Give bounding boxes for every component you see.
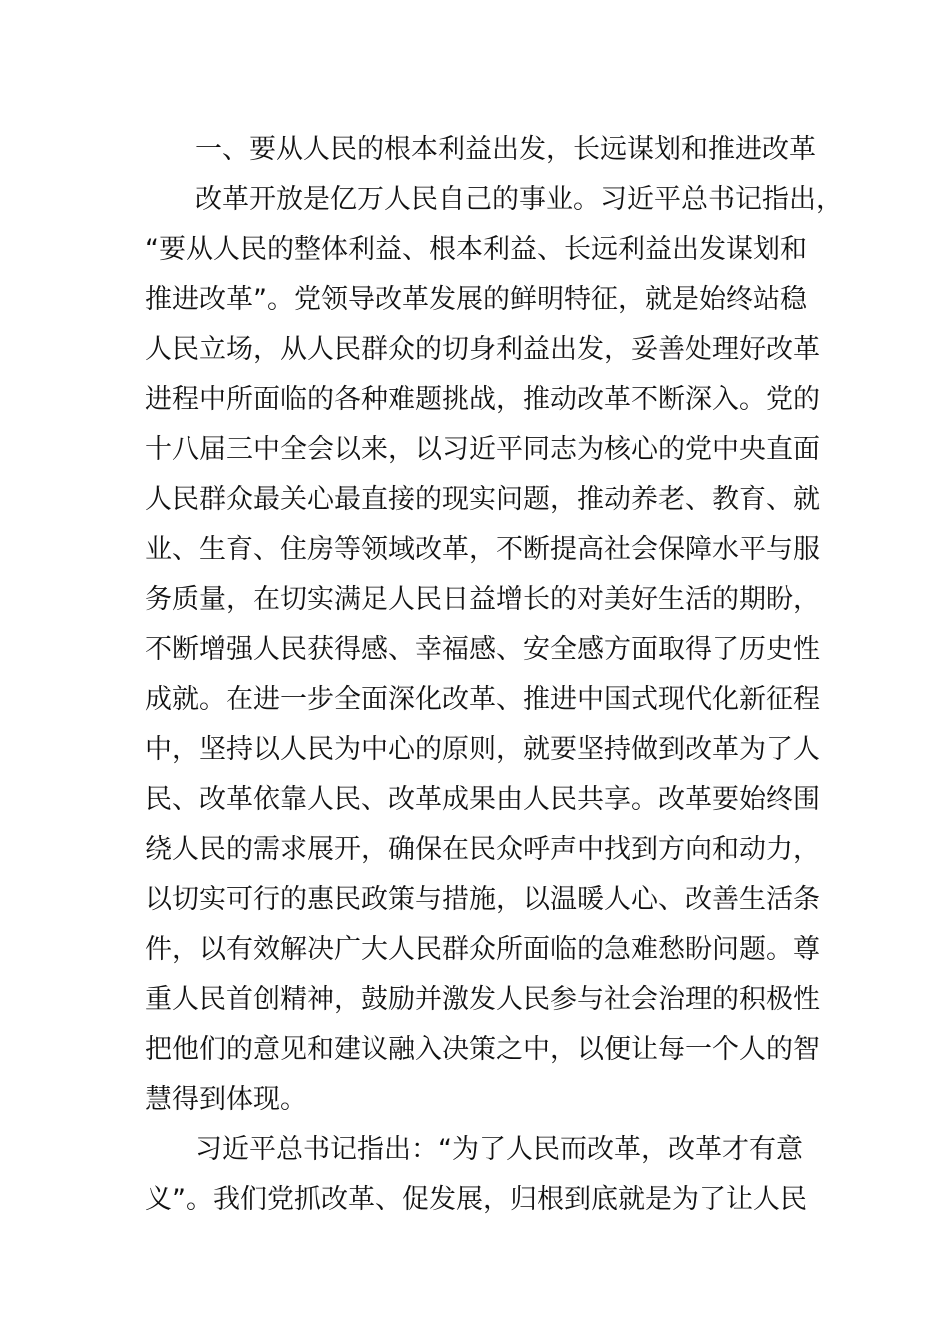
paragraph-line: 推进改革”。党领导改革发展的鲜明特征，就是始终站稳: [145, 284, 807, 315]
paragraph-line: 民、改革依靠人民、改革成果由人民共享。改革要始终围: [145, 784, 820, 815]
paragraph-line: 义”。我们党抓改革、促发展，归根到底就是为了让人民: [145, 1184, 807, 1215]
paragraph-line: “要从人民的整体利益、根本利益、长远利益出发谋划和: [145, 234, 807, 265]
paragraph-line: 慧得到体现。: [145, 1084, 307, 1115]
paragraph-line: 十八届三中全会以来，以习近平同志为核心的党中央直面: [145, 434, 820, 465]
paragraph-line: 重人民首创精神，鼓励并激发人民参与社会治理的积极性: [145, 984, 820, 1015]
paragraph-line: 习近平总书记指出：“为了人民而改革，改革才有意: [195, 1134, 803, 1165]
paragraph-line: 业、生育、住房等领域改革，不断提高社会保障水平与服: [145, 534, 820, 565]
paragraph-line: 改革开放是亿万人民自己的事业。习近平总书记指出，: [195, 184, 843, 215]
paragraph-line: 不断增强人民获得感、幸福感、安全感方面取得了历史性: [145, 634, 820, 665]
paragraph-line: 进程中所面临的各种难题挑战，推动改革不断深入。党的: [145, 384, 820, 415]
paragraph-line: 以切实可行的惠民政策与措施，以温暖人心、改善生活条: [145, 884, 820, 915]
paragraph-line: 中，坚持以人民为中心的原则，就要坚持做到改革为了人: [145, 734, 820, 765]
paragraph-line: 人民立场，从人民群众的切身利益出发，妥善处理好改革: [145, 334, 820, 365]
paragraph-line: 件，以有效解决广大人民群众所面临的急难愁盼问题。尊: [145, 934, 820, 965]
paragraph-line: 绕人民的需求展开，确保在民众呼声中找到方向和动力，: [145, 834, 820, 865]
paragraph-line: 务质量，在切实满足人民日益增长的对美好生活的期盼，: [145, 584, 820, 615]
paragraph-line: 成就。在进一步全面深化改革、推进中国式现代化新征程: [145, 684, 820, 715]
paragraph-line: 人民群众最关心最直接的现实问题，推动养老、教育、就: [145, 484, 820, 515]
section-heading: 一、要从人民的根本利益出发，长远谋划和推进改革: [195, 134, 816, 165]
paragraph-line: 把他们的意见和建议融入决策之中，以便让每一个人的智: [145, 1034, 820, 1065]
